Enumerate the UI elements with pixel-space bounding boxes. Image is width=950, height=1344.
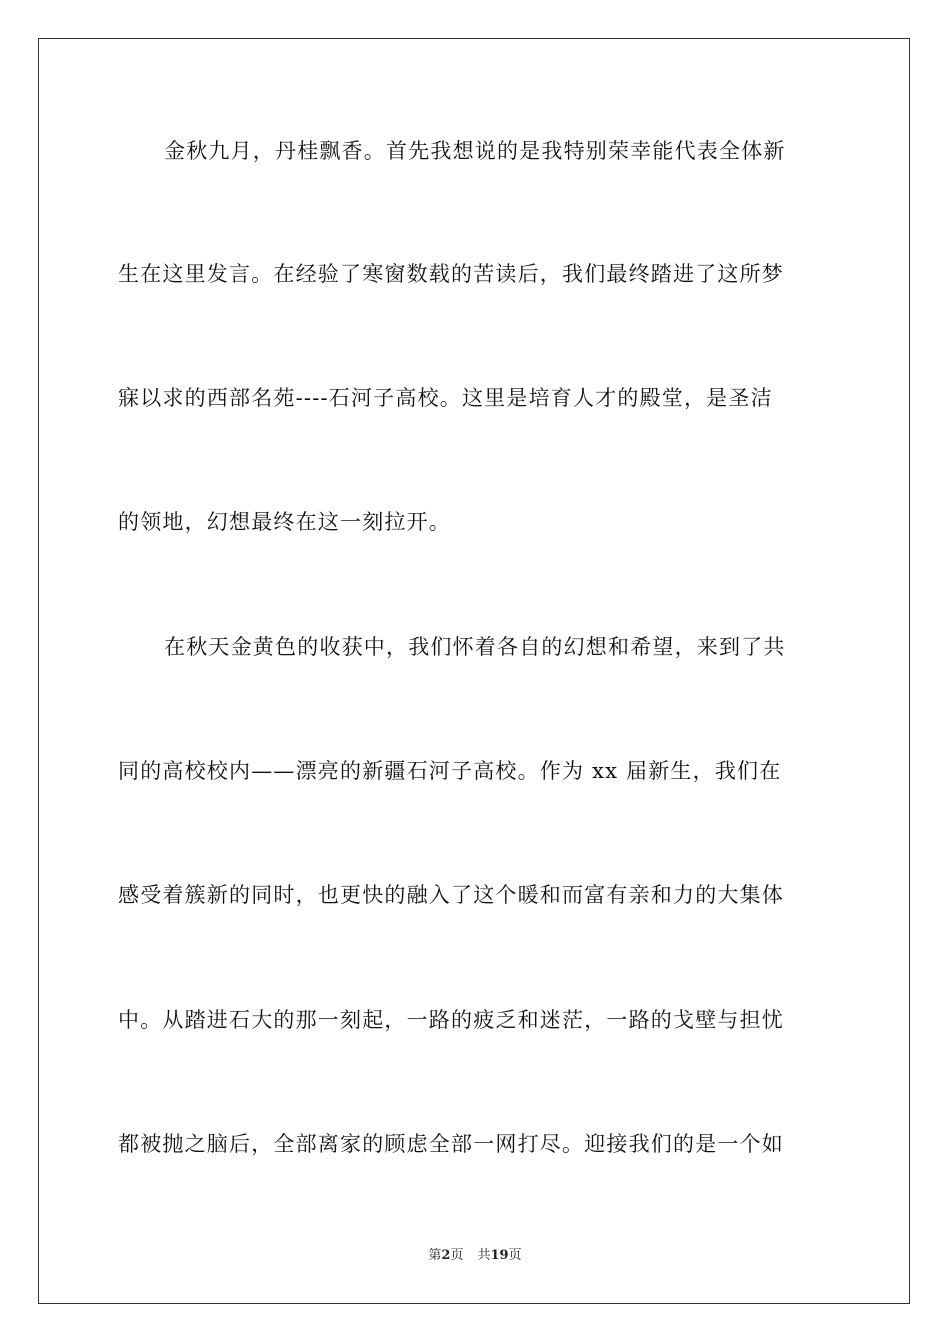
page-footer [0,1246,950,1266]
paragraph-2-line-5: 都被抛之脑后，全部离家的顾虑全部一网打尽。迎接我们的是一个如 [118,1132,784,1156]
page-suffix: 页 [450,1248,464,1263]
total-pages: 19 [490,1248,509,1263]
page-prefix: 第 [428,1248,442,1263]
paragraph-2-line-4: 中。从踏进石大的那一刻起，一路的疲乏和迷茫，一路的戈壁与担忧 [118,1008,784,1032]
paragraph-1-line-4: 的领地，幻想最终在这一刻拉开。 [118,510,451,534]
page-number: 2 [441,1248,451,1263]
paragraph-2-line-2: 同的高校校内——漂亮的新疆石河子高校。作为 xx 届新生，我们在 [118,759,782,783]
paragraph-1-line-1: 金秋九月，丹桂飘香。首先我想说的是我特别荣幸能代表全体新 [164,139,786,163]
paragraph-1-line-3: 寐以求的西部名苑----石河子高校。这里是培育人才的殿堂，是圣洁 [118,386,773,410]
paragraph-2-line-1: 在秋天金黄色的收获中，我们怀着各自的幻想和希望，来到了共 [164,635,786,659]
total-suffix: 页 [508,1248,522,1263]
paragraph-1-line-2: 生在这里发言。在经验了寒窗数载的苦读后，我们最终踏进了这所梦 [118,262,784,286]
paragraph-2-line-3: 感受着簇新的同时，也更快的融入了这个暖和而富有亲和力的大集体 [118,883,784,907]
total-prefix: 共 [477,1248,491,1263]
page-border [38,38,910,1304]
